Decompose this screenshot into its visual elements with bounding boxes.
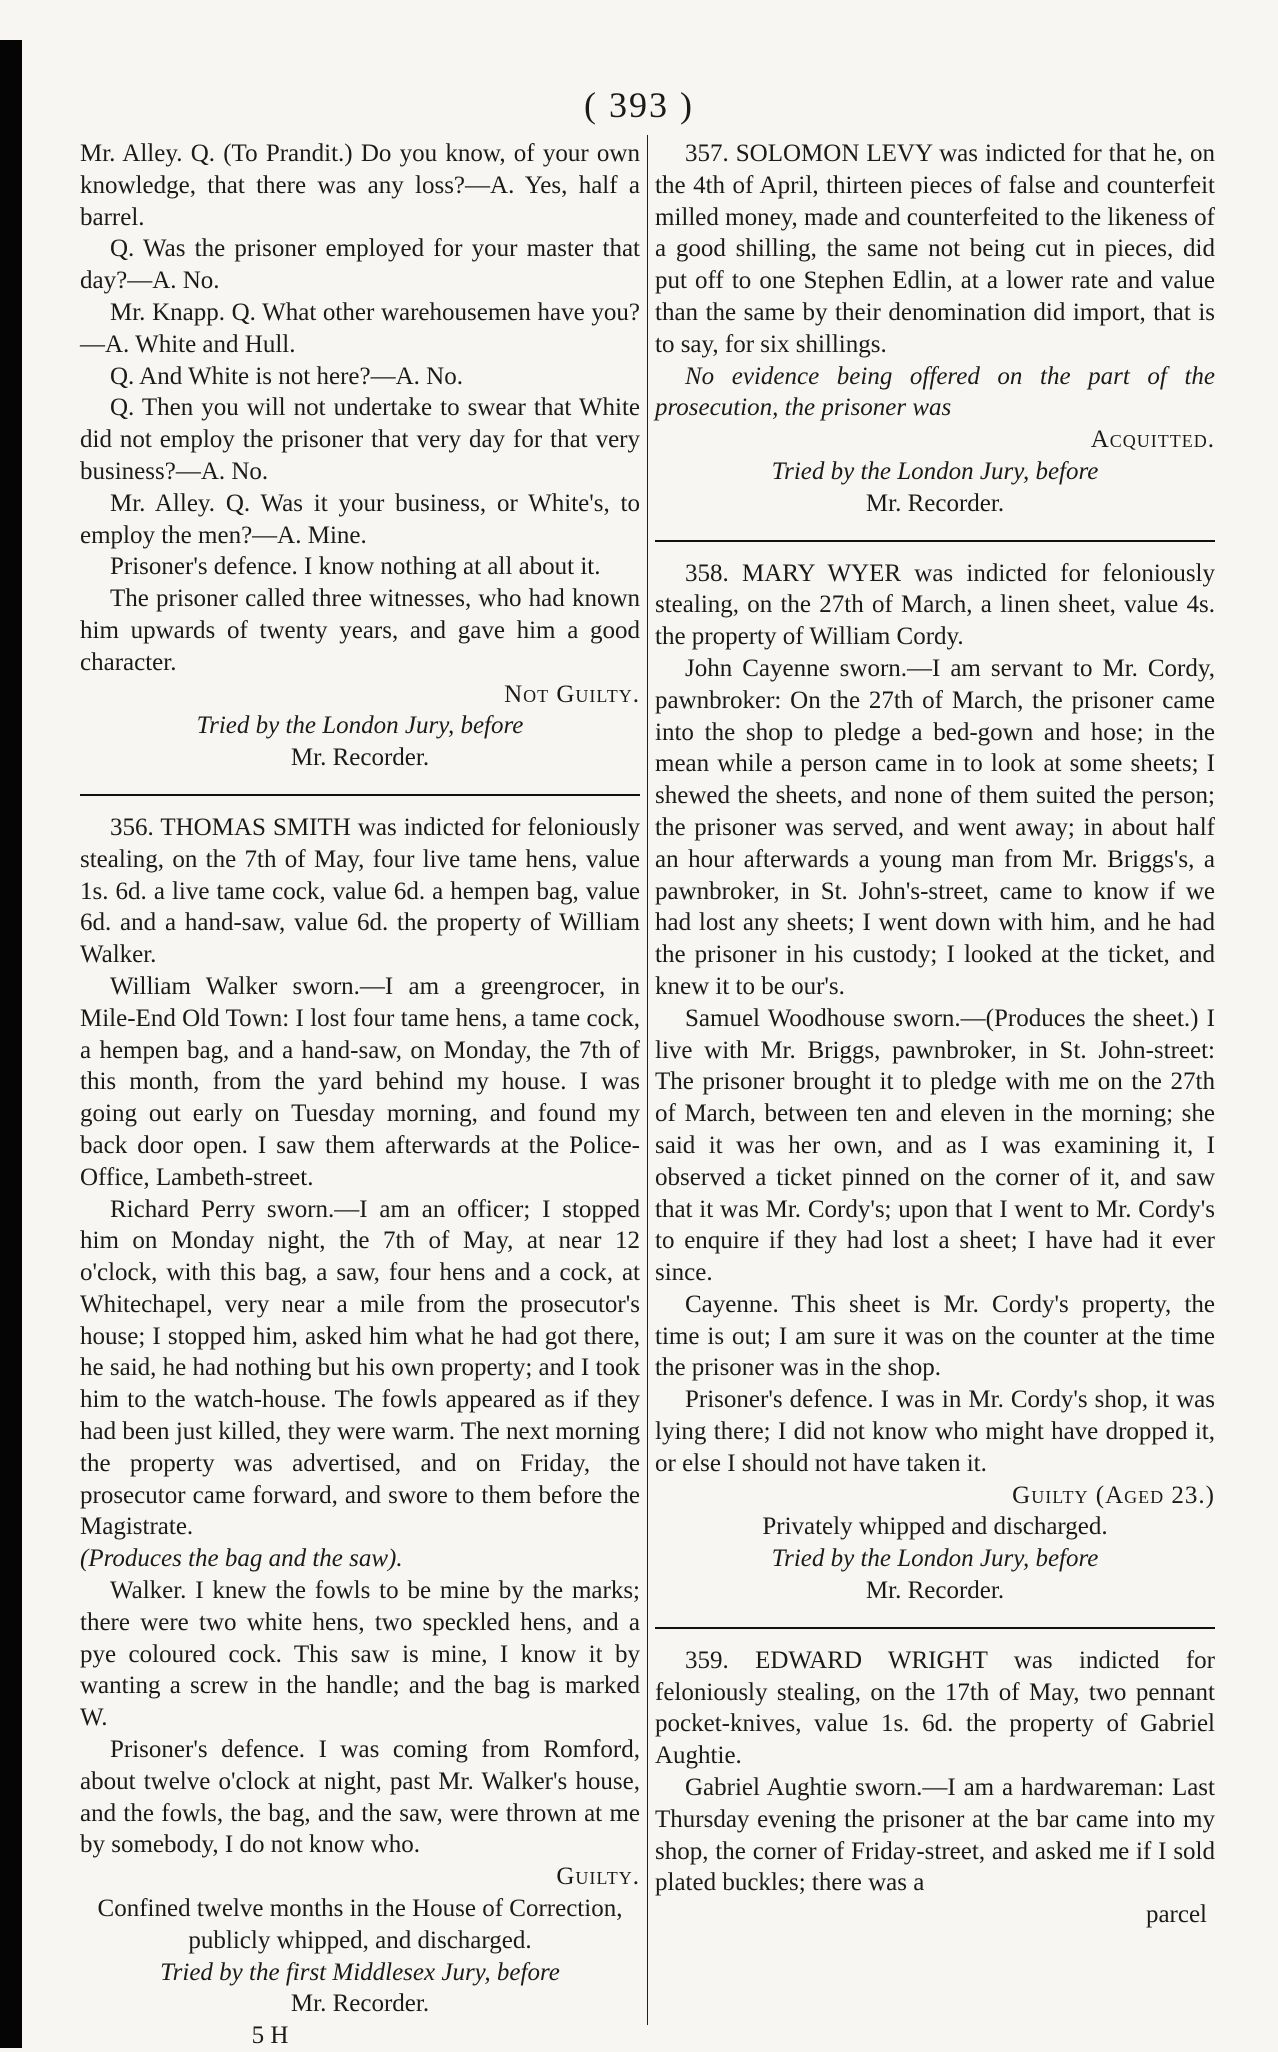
testimony-paragraph: Richard Perry sworn.—I am an officer; I stopped him on Monday night, the 7th of May, at near 12 o'clock, with this bag, a saw, four hens and a cock, at Whitechapel, very near a mile from the prosecutor's house; I stopped him, asked him what he had got there, he said, he had nothing but his own property; and I took him to the watch-house. The fowls appeared as if they had been just killed, they were warm. The next morning the property was advertised, and on Friday, the prosecutor came forward, and swore to them before the Magistrate.	[80, 1195, 640, 1541]
testimony-paragraph: Mr. Knapp. Q. What other warehousemen have you?—A. White and Hull.	[80, 298, 640, 358]
trial-judge: Mr. Recorder.	[290, 744, 430, 772]
verdict: Guilty.	[556, 1863, 640, 1891]
testimony-paragraph: Gabriel Aughtie sworn.—I am a hardwareman: Last Thursday evening the prisoner at the bar came into my shop, the corner of Friday-street, and asked me if I sold plated buckles; there was a	[655, 1774, 1215, 1897]
trial-judge: Mr. Recorder.	[865, 489, 1005, 517]
testimony-paragraph: Q. Then you will not undertake to swear that White did not employ the prisoner that very day for that very business?—A. No.	[80, 394, 640, 485]
testimony-paragraph: Q. And White is not here?—A. No.	[110, 362, 463, 390]
case-359-indictment: 359. EDWARD WRIGHT was indicted for feloniously stealing, on the 17th of May, two pennant pocket-knives, value 1s. 6d. the property of Gabriel Aughtie.	[655, 1646, 1215, 1770]
case-356-indictment: 356. THOMAS SMITH was indicted for feloniously stealing, on the 7th of May, four live tame hens, value 1s. 6d. a live tame cock, value 6d. a hempen bag, value 6d. and a hand-saw, value 6d. the property of William Walker.	[80, 813, 640, 969]
case-separator	[80, 794, 640, 796]
testimony-paragraph: William Walker sworn.—I am a greengrocer, in Mile-End Old Town: I lost four tame hens, a tame cock, a hempen bag, and a hand-saw, on Monday, the 7th of this month, from the yard behind my house. I was going out early on Tuesday morning, and found my back door open. I saw them afterwards at the Police-Office, Lambeth-street.	[80, 972, 640, 1191]
catchword: parcel	[1145, 1901, 1207, 1929]
book-binding-edge	[0, 40, 22, 2048]
sentence: Confined twelve months in the House of Correction, publicly whipped, and discharged.	[97, 1895, 623, 1954]
right-column	[655, 138, 1215, 1931]
column-divider	[647, 135, 648, 2025]
verdict: Not Guilty.	[504, 680, 640, 708]
trial-note: Tried by the London Jury, before	[196, 712, 524, 740]
testimony-paragraph: Walker. I knew the fowls to be mine by the marks; there were two white hens, two speckled hens, and a pye coloured cock. This saw is mine, I know it by wanting a screw in the handle; and the bag is marked W.	[80, 1577, 640, 1732]
verdict: Guilty (Aged 23.)	[1012, 1481, 1215, 1509]
exhibit-note: (Produces the bag and the saw).	[80, 1545, 403, 1573]
prisoner-defence: Prisoner's defence. I was in Mr. Cordy's shop, it was lying there; I did not know who might have dropped it, or else I should not have taken it.	[655, 1386, 1215, 1477]
case-357-indictment: 357. SOLOMON LEVY was indicted for that he, on the 4th of April, thirteen pieces of false and counterfeit milled money, made and counterfeited to the likeness of a good shilling, the same not being cut in pieces, did put off to one Stephen Edlin, at a lower rate and value than the same by their denomination did import, that is to say, for six shillings.	[655, 140, 1216, 358]
sentence: Privately whipped and discharged.	[762, 1513, 1108, 1541]
trial-note: Tried by the first Middlesex Jury, before	[160, 1958, 560, 1986]
prosecution-note: No evidence being offered on the part of the prosecution, the prisoner was	[655, 362, 1215, 422]
testimony-paragraph: Cayenne. This sheet is Mr. Cordy's property, the time is out; I am sure it was on the counter at the time the prisoner was in the shop.	[655, 1290, 1215, 1382]
testimony-paragraph: Q. Was the prisoner employed for your master that day?—A. No.	[80, 235, 640, 295]
case-358-indictment: 358. MARY WYER was indicted for feloniously stealing, on the 27th of March, a linen sheet, value 4s. the property of William Cordy.	[655, 559, 1215, 651]
prisoner-defence: Prisoner's defence. I was coming from Romford, about twelve o'clock at night, past Mr. Walker's house, and the fowls, the bag, and the saw, were thrown at me by somebody, I do not know who.	[80, 1736, 640, 1859]
testimony-paragraph: John Cayenne sworn.—I am servant to Mr. Cordy, pawnbroker: On the 27th of March, the prisoner came into the shop to pledge a bed-gown and hose; in the mean while a person came in to look at some sheets; I shewed the sheets, and none of them suited the person; the prisoner was served, and went away; in about half an hour afterwards a young man from Mr. Briggs's, a pawnbroker, in St. John's-street, came to know if we had lost any sheets; I went down with him, and he had the prisoner in his custody; I looked at the ticket, and knew it to be our's.	[655, 654, 1215, 1000]
prisoner-defence: Prisoner's defence. I know nothing at all about it.	[110, 553, 601, 581]
trial-judge: Mr. Recorder.	[290, 1990, 430, 2018]
verdict: Acquitted.	[1090, 426, 1215, 454]
testimony-paragraph: Samuel Woodhouse sworn.—(Produces the sheet.) I live with Mr. Briggs, pawnbroker, in St. John-street: The prisoner brought it to pledge with me on the 27th of March, between ten and eleven in the morning; she said it was her own, and as I was examining it, I observed a ticket pinned on the corner of it, and saw that it was Mr. Cordy's; upon that I went to Mr. Cordy's to enquire if they had lost a sheet; I have had it ever since.	[655, 1004, 1215, 1287]
trial-note: Tried by the London Jury, before	[771, 1545, 1099, 1573]
page-number: ( 393 )	[584, 85, 694, 125]
character-witnesses: The prisoner called three witnesses, who had known him upwards of twenty years, and gave him a good character.	[80, 585, 640, 676]
testimony-paragraph: Mr. Alley. Q. Was it your business, or White's, to employ the men?—A. Mine.	[80, 489, 640, 549]
trial-judge: Mr. Recorder.	[865, 1577, 1005, 1605]
testimony-paragraph: Mr. Alley. Q. (To Prandit.) Do you know, of your own knowledge, that there was any loss?—A. Yes, half a barrel.	[80, 140, 640, 231]
case-separator	[655, 1627, 1215, 1629]
case-separator	[655, 540, 1215, 542]
left-column	[80, 138, 640, 2052]
signature-mark: 5 H	[251, 2022, 289, 2050]
trial-note: Tried by the London Jury, before	[771, 457, 1099, 485]
